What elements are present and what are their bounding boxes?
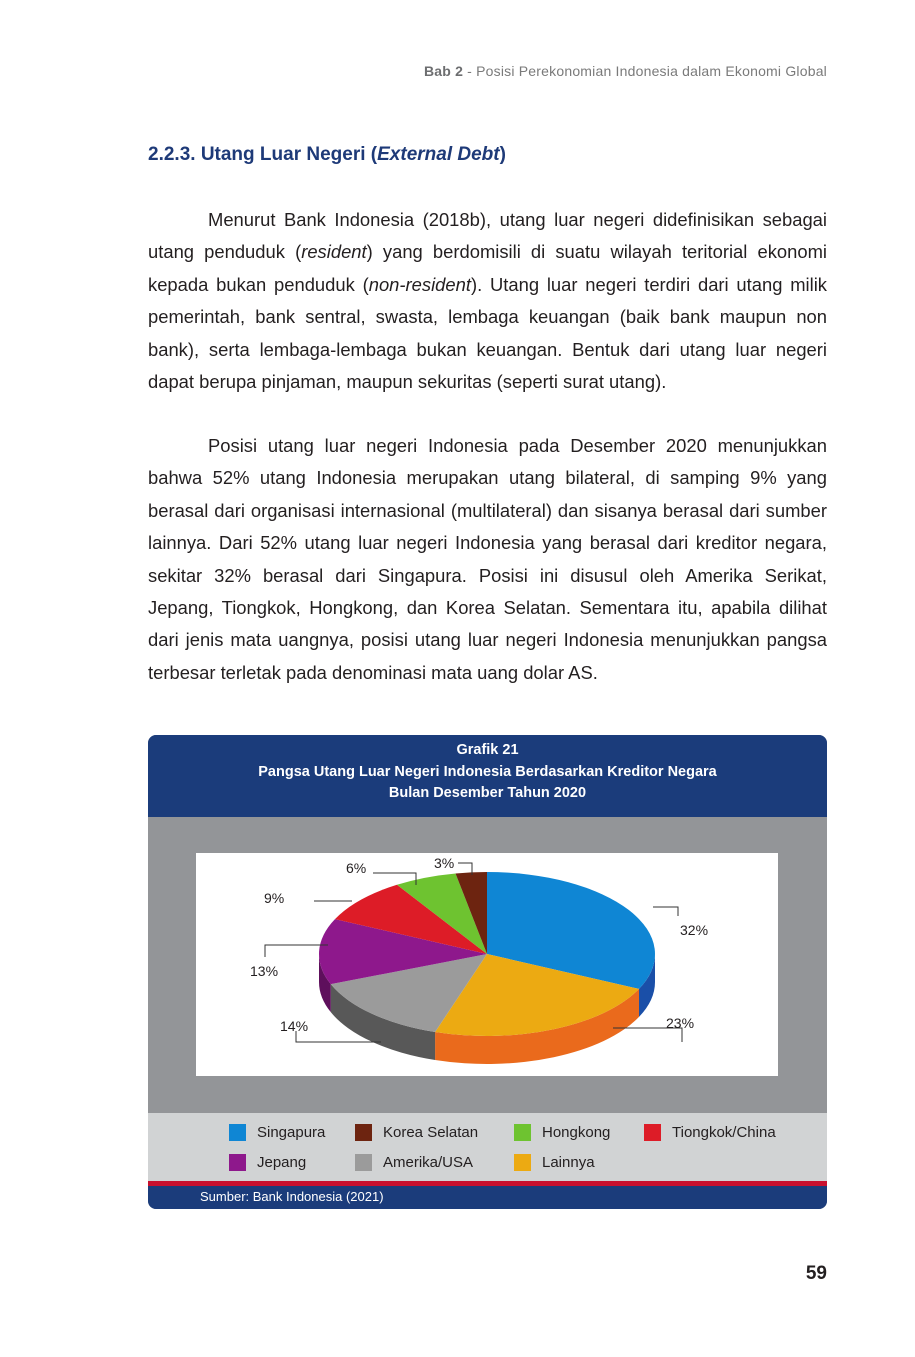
running-head-chapter: Bab 2 — [423, 63, 464, 79]
chart-footer — [148, 1186, 827, 1209]
plot-area — [196, 853, 778, 1076]
legend-swatch-jepang — [229, 1154, 246, 1171]
legend-swatch-singapura — [229, 1124, 246, 1141]
legend-item-hongkong — [514, 1122, 610, 1142]
data-label-singapura: 32% — [680, 922, 709, 938]
data-label-amerika-usa: 14% — [280, 1018, 309, 1034]
paragraph1-text2: ) yang berdomisili di suatu wilayah teritorial ekonomi kepada bukan penduduk ( — [148, 241, 827, 295]
legend-label-korea-selatan: Korea Selatan — [383, 1123, 479, 1141]
legend-item-amerika-usa — [355, 1152, 473, 1172]
data-label-jepang: 13% — [250, 963, 279, 979]
legend — [148, 1113, 827, 1181]
legend-swatch-hongkong — [514, 1124, 531, 1141]
legend-label-hongkong: Hongkong — [542, 1123, 611, 1141]
paragraph1-text3: ). Utang luar negeri terdiri dari utang milik pemerintah, bank sentral, swasta, lembaga keuangan (baik bank maupun non bank), serta lembaga-lembaga bukan keuangan. Bentuk dari utang luar negeri dapat berupa pinjaman, maupun sekuritas (seperti surat utang). — [148, 273, 828, 393]
chart-subtitle: Bulan Desember Tahun 2020 — [388, 785, 587, 801]
paragraph-position — [148, 430, 827, 689]
legend-swatch-tiongkok-china — [644, 1124, 661, 1141]
legend-swatch-korea-selatan — [355, 1124, 372, 1141]
chart-panel — [148, 735, 827, 1209]
section-title-italic: External Debt — [377, 144, 500, 165]
data-label-korea-selatan: 3% — [434, 855, 455, 871]
legend-swatch-amerika-usa — [355, 1154, 372, 1171]
leader-line-singapura — [653, 907, 678, 916]
paragraph1-italic-resident: resident — [301, 241, 367, 263]
legend-swatch-lainnya — [514, 1154, 531, 1171]
paragraph-definition — [148, 204, 827, 398]
pie-chart — [196, 853, 778, 1076]
data-label-tiongkok-china: 9% — [264, 890, 285, 906]
page-number: 59 — [805, 1263, 827, 1284]
running-head — [424, 63, 827, 79]
running-head-title: - Posisi Perekonomian Indonesia dalam Ekonomi Global — [463, 63, 827, 79]
data-label-lainnya: 23% — [666, 1015, 695, 1031]
paragraph1-text1: Menurut Bank Indonesia (2018b), utang luar negeri didefinisikan sebagai utang penduduk ( — [148, 209, 827, 263]
section-title — [148, 144, 506, 166]
paragraph1-italic-non-resident: non-resident — [368, 273, 471, 295]
legend-label-singapura: Singapura — [257, 1123, 326, 1141]
legend-label-lainnya: Lainnya — [542, 1153, 595, 1171]
legend-label-tiongkok-china: Tiongkok/China — [672, 1123, 776, 1141]
legend-item-korea-selatan — [355, 1122, 478, 1142]
chart-header — [148, 735, 827, 817]
legend-item-singapura — [229, 1122, 325, 1142]
legend-label-amerika-usa: Amerika/USA — [383, 1153, 474, 1171]
section-title-close: ) — [499, 144, 506, 165]
chart-title: Pangsa Utang Luar Negeri Indonesia Berdasarkan Kreditor Negara — [258, 763, 717, 780]
data-label-hongkong: 6% — [346, 860, 367, 876]
legend-item-tiongkok-china — [644, 1122, 776, 1142]
legend-item-lainnya — [514, 1152, 595, 1172]
leader-line-jepang — [265, 945, 328, 957]
chart-source: Sumber: Bank Indonesia (2021) — [200, 1189, 384, 1204]
paragraph2-text: Posisi utang luar negeri Indonesia pada Desember 2020 menunjukkan bahwa 52% utang Indonesia merupakan utang bilateral, di samping 9% yang berasal dari organisasi internasional (multilateral) dan sisanya berasal dari sumber lainnya. Dari 52% utang luar negeri Indonesia yang berasal dari kreditor negara, sekitar 32% berasal dari Singapura. Posisi ini disusul oleh Amerika Serikat, Jepang, Tiongkok, Hongkong, dan Korea Selatan. Sementara itu, apabila dilihat dari jenis mata uangnya, posisi utang luar negeri Indonesia menunjukkan pangsa terbesar terletak pada denominasi mata uang dolar AS. — [148, 435, 827, 683]
chart-label: Grafik 21 — [456, 742, 519, 758]
legend-item-jepang — [229, 1152, 306, 1172]
legend-label-jepang: Jepang — [257, 1153, 307, 1171]
section-number: 2.2.3. Utang Luar Negeri ( — [148, 144, 378, 165]
